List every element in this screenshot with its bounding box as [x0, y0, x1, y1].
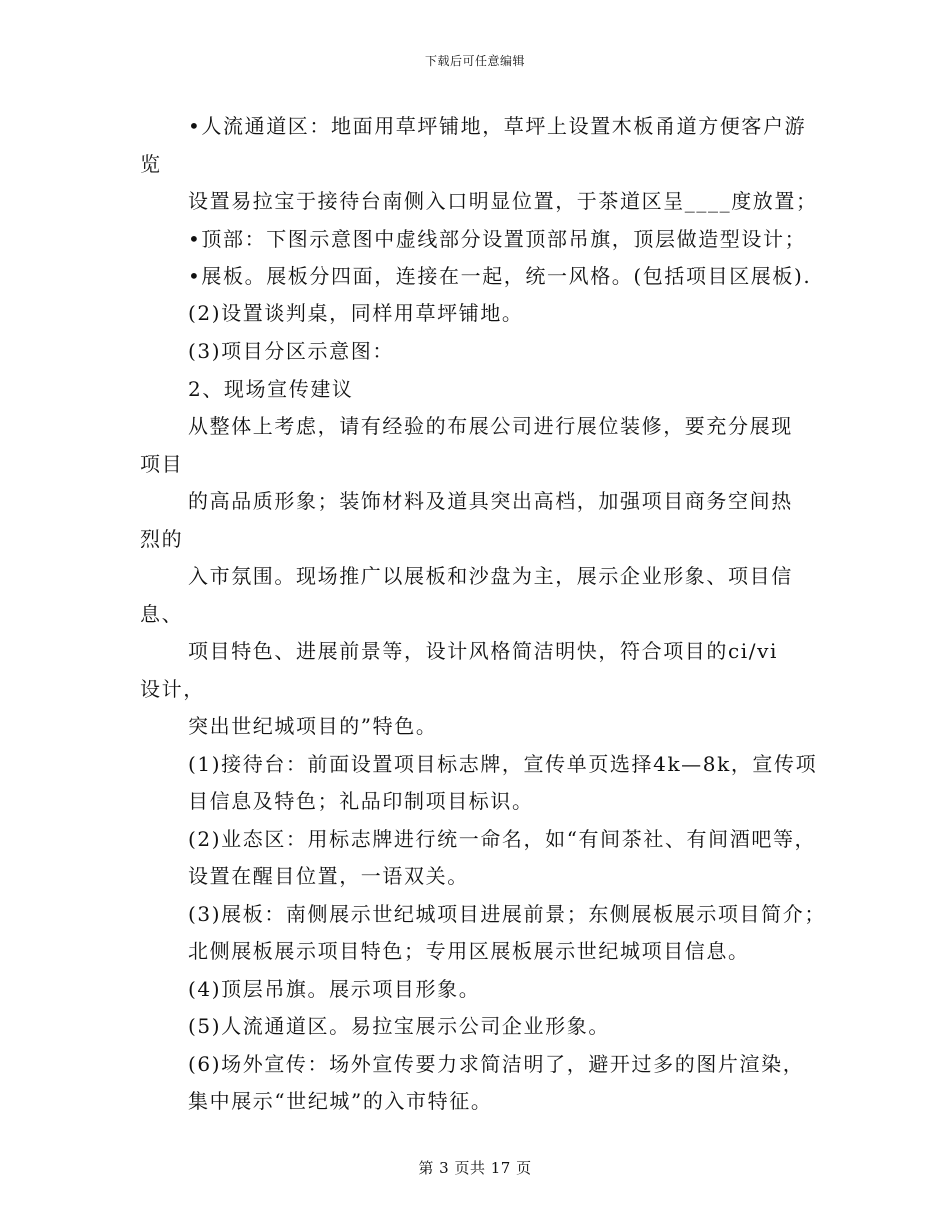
- body-line: (1)接待台：前面设置项目标志牌，宣传单页选择4k—8k，宣传项: [188, 752, 818, 776]
- body-line: (3)项目分区示意图：: [188, 339, 394, 363]
- body-line: (3)展板：南侧展示世纪城项目进展前景；东侧展板展示项目简介；: [188, 902, 826, 926]
- body-line: (6)场外宣传：场外宣传要力求简洁明了，避开过多的图片渲染，: [188, 1052, 805, 1076]
- body-line: 设计，: [140, 677, 205, 701]
- body-line: 入市氛围。现场推广以展板和沙盘为主，展示企业形象、项目信: [188, 564, 793, 588]
- body-line: 设置在醒目位置，一语双关。: [188, 864, 469, 888]
- body-line: •顶部：下图示意图中虚线部分设置顶部吊旗，顶层做造型设计；: [188, 227, 807, 251]
- body-line: 息、: [140, 602, 184, 626]
- body-line: (5)人流通道区。易拉宝展示公司企业形象。: [188, 1014, 610, 1038]
- body-line: 北侧展板展示项目特色；专用区展板展示世纪城项目信息。: [188, 939, 750, 963]
- body-line: 突出世纪城项目的”特色。: [188, 714, 438, 738]
- body-line: 览: [140, 152, 162, 176]
- body-line: •展板。展板分四面，连接在一起，统一风格。(包括项目区展板).: [188, 264, 812, 288]
- body-line: 的高品质形象；装饰材料及道具突出高档，加强项目商务空间热: [188, 489, 793, 513]
- body-line: 从整体上考虑，请有经验的布展公司进行展位装修，要充分展现: [188, 414, 793, 438]
- body-line: 项目特色、进展前景等，设计风格简洁明快，符合项目的ci/vi: [188, 639, 779, 663]
- body-line: (4)顶层吊旗。展示项目形象。: [188, 977, 481, 1001]
- body-line: 烈的: [140, 527, 184, 551]
- body-line: 目信息及特色；礼品印制项目标识。: [188, 789, 534, 813]
- body-line: •人流通道区：地面用草坪铺地，草坪上设置木板甬道方便客户游: [188, 114, 807, 138]
- page-header: 下载后可任意编辑: [424, 54, 525, 68]
- body-line: (2)业态区：用标志牌进行统一命名，如“有间茶社、有间酒吧等，: [188, 827, 817, 851]
- body-line: 集中展示“世纪城”的入市特征。: [188, 1089, 493, 1113]
- section-heading: 2、现场宣传建议: [188, 377, 354, 401]
- page-footer: 第 3 页共 17 页: [418, 1159, 532, 1177]
- body-line: 设置易拉宝于接待台南侧入口明显位置，于茶道区呈____度放置；: [188, 189, 818, 213]
- body-line: (2)设置谈判桌，同样用草坪铺地。: [188, 301, 524, 325]
- body-line: 项目: [140, 452, 184, 476]
